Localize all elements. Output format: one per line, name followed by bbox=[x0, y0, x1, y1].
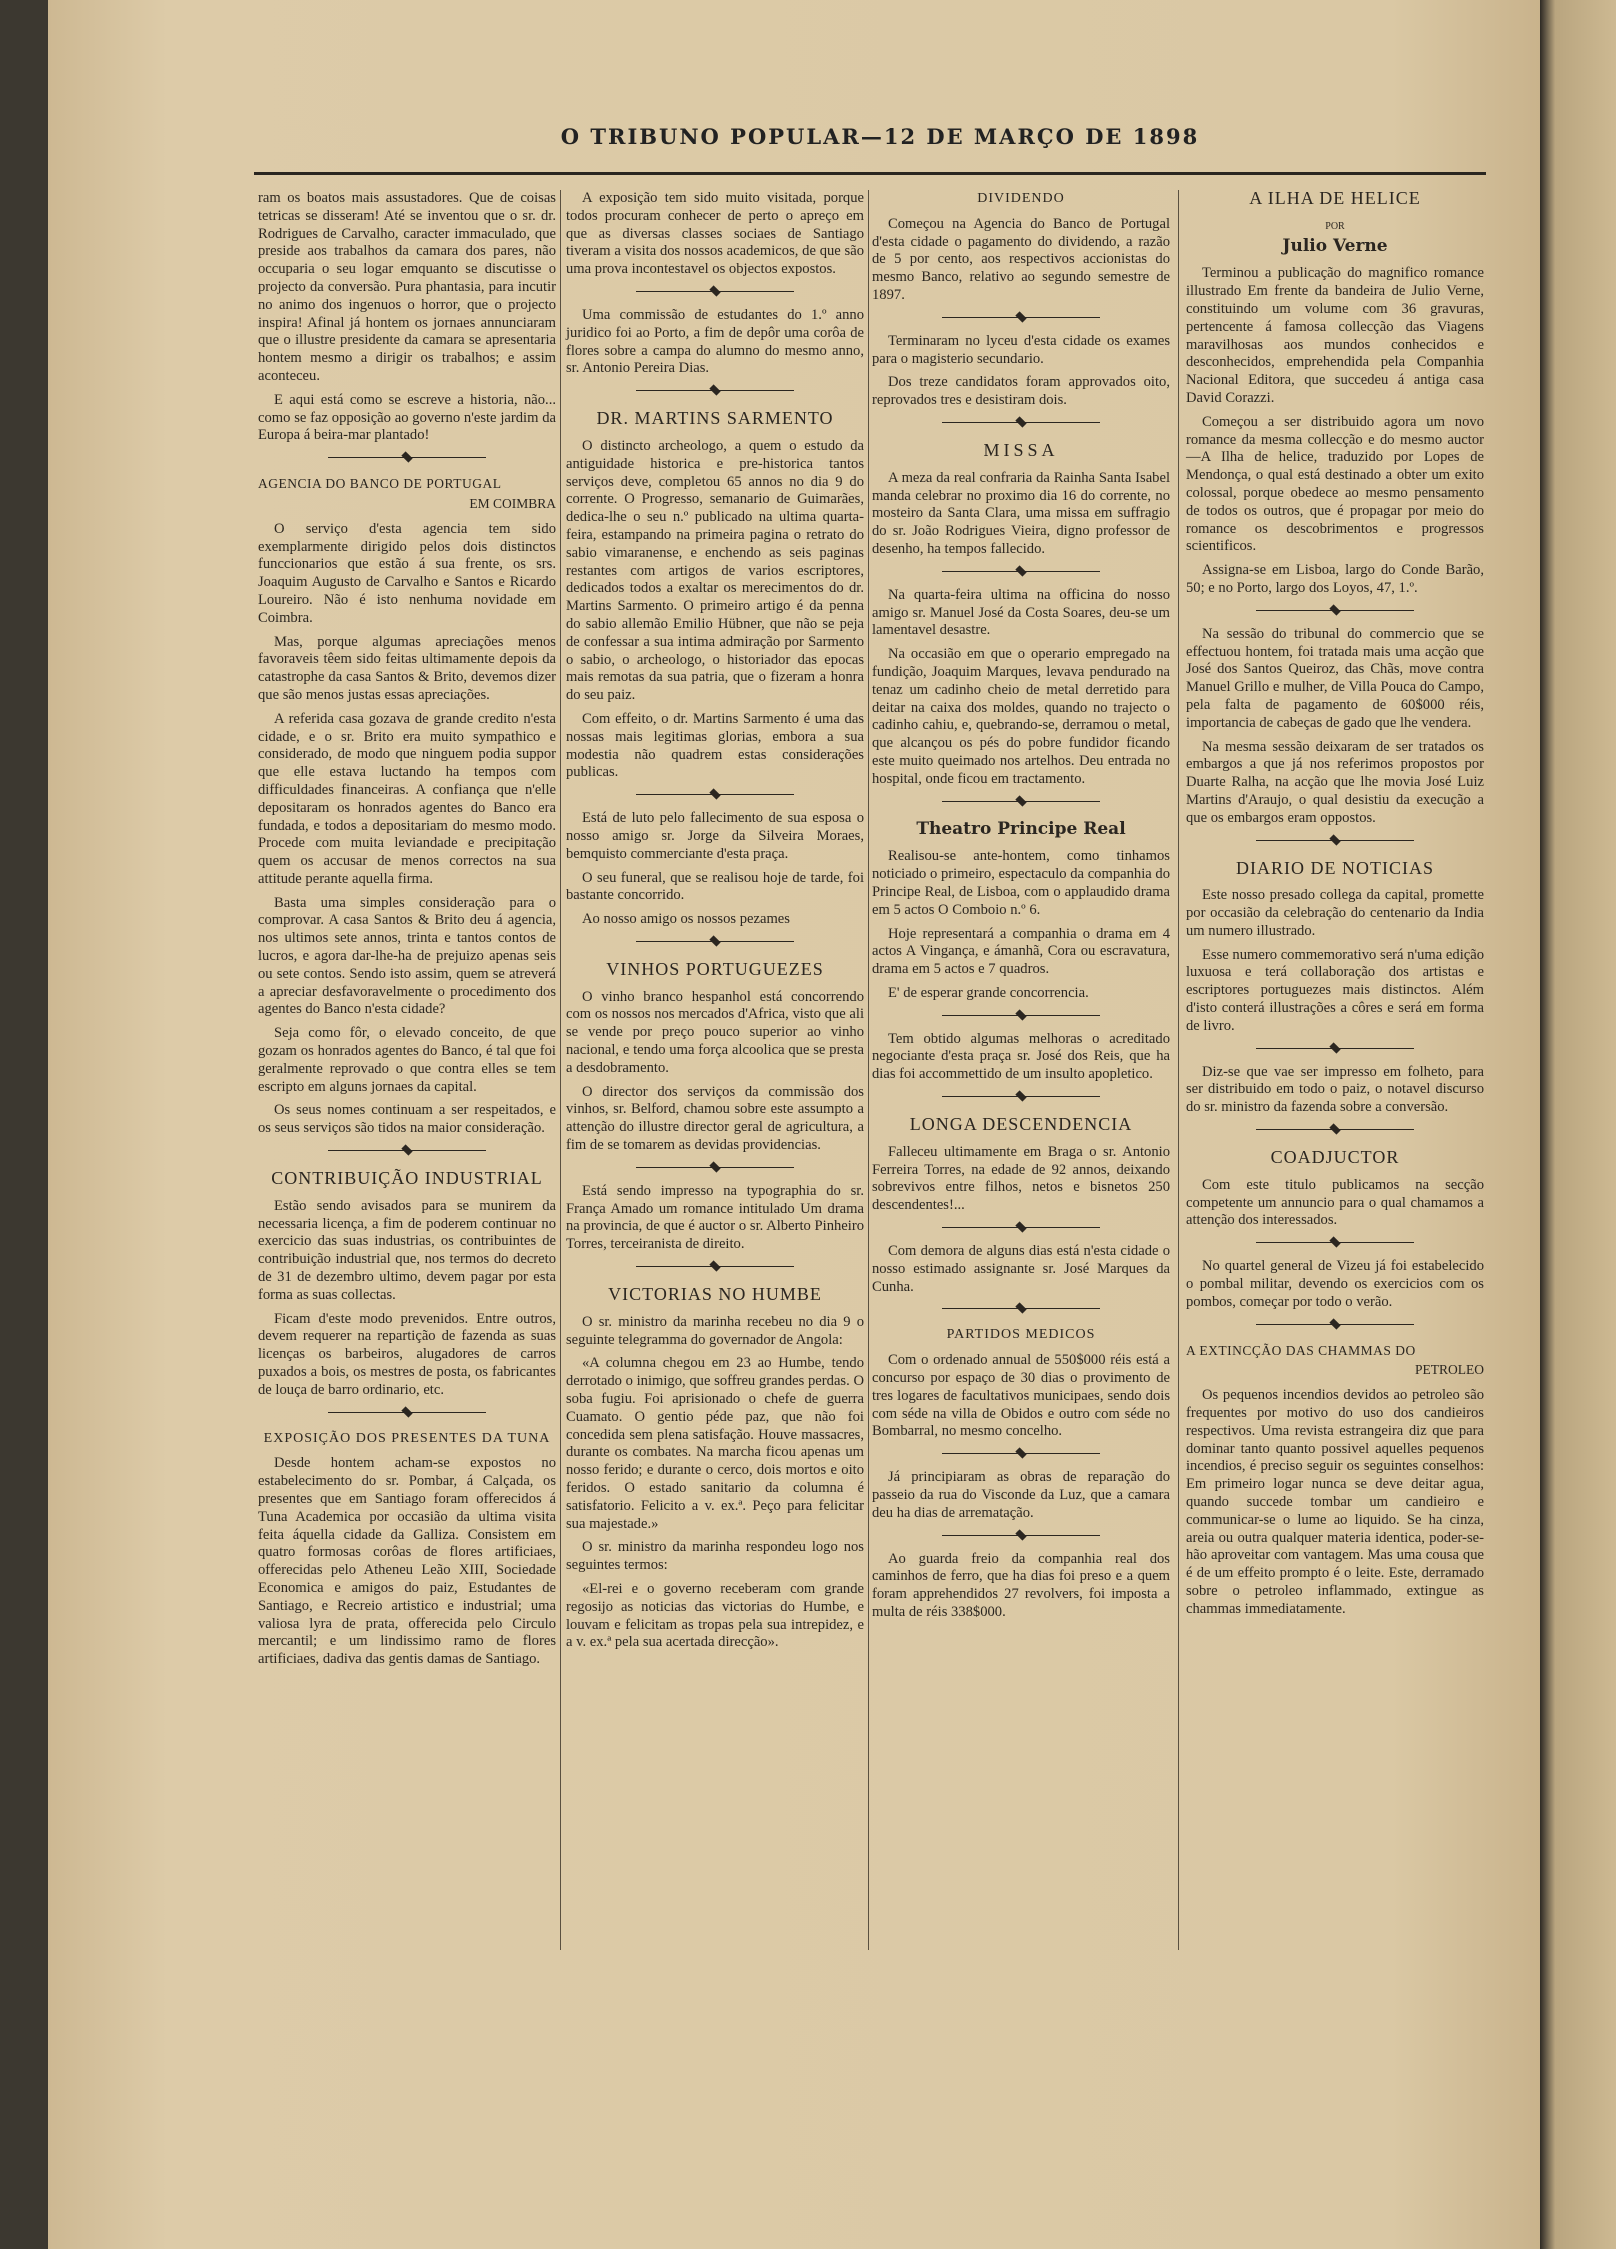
paragraph: Este nosso presado collega da capital, promette por occasião da celebração do centenario da India um numero illustrado. bbox=[1186, 887, 1484, 939]
paragraph: O seu funeral, que se realisou hoje de tarde, foi bastante concorrido. bbox=[566, 869, 864, 904]
separator bbox=[566, 384, 864, 398]
separator bbox=[872, 1090, 1170, 1104]
paragraph: O sr. ministro da marinha recebeu no dia 9 o seguinte telegramma do governador de Angola: bbox=[566, 1313, 864, 1348]
paragraph: O vinho branco hespanhol está concorrendo com os nossos nos mercados d'Africa, visto que ali se vende por preço pouco superior ao vinho nacional, e tendo uma força alcoolica que se presta a desdobramento. bbox=[566, 988, 864, 1076]
paragraph: O sr. ministro da marinha respondeu logo nos seguintes termos: bbox=[566, 1539, 864, 1574]
separator bbox=[872, 1447, 1170, 1461]
paragraph: Com o ordenado annual de 550$000 réis está a concurso por espaço de 30 dias o provimento de tres logares de facultativos municipaes, sendo dois com séde na villa de Obidos e outro com séde no Bombarral, no mesmo concelho. bbox=[872, 1352, 1170, 1440]
paragraph: A meza da real confraria da Rainha Santa Isabel manda celebrar no proximo dia 16 do corrente, no mosteiro da Santa Clara, uma missa em suffragio do sr. João Rodrigues Vieira, digno professor de desenho, ha tempos fallecido. bbox=[872, 469, 1170, 557]
headline-partidos: PARTIDOS MEDICOS bbox=[946, 1327, 1096, 1343]
paragraph: A referida casa gozava de grande credito n'esta cidade, e o sr. Brito era muito sympathico e considerado, de modo que ninguem podia suppor que elle estava luctando ha tempos com difficuldades financeiras. A confiança que n'elle depositaram os honrados agentes do Banco era fundada, e todos a depositariam do mesmo modo. Procede com muita leviandade e precipitação quem os accusar de menos correctos na sua attitude perante aquella firma. bbox=[258, 710, 556, 887]
paragraph: Na sessão do tribunal do commercio que se effectuou hontem, foi tratada mais uma acção que José dos Santos Queiroz, das Chãs, move contra Manuel Grillo e mulher, de Villa Pouca do Campo, pela falta de pagamento de 60$000 réis, importancia de cabeças de gado que lhe vendera. bbox=[1186, 625, 1484, 731]
separator bbox=[872, 565, 1170, 579]
column-4 bbox=[1186, 190, 1484, 1625]
column-3 bbox=[872, 190, 1170, 1628]
separator bbox=[1186, 1123, 1484, 1137]
paragraph: Uma commissão de estudantes do 1.º anno juridico foi ao Porto, a fim de depôr uma corôa de flores sobre a campa do alumno do mesmo anno, sr. Antonio Pereira Dias. bbox=[566, 306, 864, 377]
paragraph: Começou a ser distribuido agora um novo romance da mesma collecção e do mesmo auctor—A Ilha de helice, traduzido por Lopes de Mendonça, o qual está destinado a obter um exito colossal, porque obedece ao mesmo pensamento de todos os outros, que é propagar por meio do romance os descobrimentos e progressos scientificos. bbox=[1186, 413, 1484, 555]
paragraph: Hoje representará a companhia o drama em 4 actos A Vingança, e ámanhã, Cora ou escravatura, drama em 5 actos e 7 quadros. bbox=[872, 925, 1170, 978]
paragraph: Está sendo impresso na typographia do sr. França Amado um romance intitulado Um drama na provincia, de que é auctor o sr. Alberto Pinheiro Torres, terceiranista de direito. bbox=[566, 1182, 864, 1253]
paragraph: «A columna chegou em 23 ao Humbe, tendo derrotado o inimigo, que soffreu grandes perdas. O soba fugiu. Foi aprisionado o chefe de guerra Cuamato. O gentio péde paz, que não foi concedida sem plena satisfação. Houve massacres, durante os combates. Na marcha ficou apenas um nosso ferido; e durante o cerco, dois mortos e oito feridos. O estado sanitario da columna é satisfatorio. Felicito a v. ex.ª. Peço para felicitar sua majestade.» bbox=[566, 1355, 864, 1532]
paragraph: Está de luto pelo fallecimento de sua esposa o nosso amigo sr. Jorge da Silveira Moraes, bemquisto commerciante d'esta praça. bbox=[566, 810, 864, 862]
paragraph: Ao nosso amigo os nossos pezames bbox=[582, 911, 790, 928]
paragraph: Terminaram no lyceu d'esta cidade os exames para o magisterio secundario. bbox=[872, 332, 1170, 367]
paragraph: Terminou a publicação do magnifico romance illustrado Em frente da bandeira de Julio Verne, constituindo um volume com 36 gravuras, pertencente á famosa collecção das Viagens maravilhosas aos mundos conhecidos e desconhecidos, emprehendida pela Companhia Nacional Editora, que succedeu á antiga casa David Corazzi. bbox=[1186, 265, 1484, 406]
paragraph: ram os boatos mais assustadores. Que de coisas tetricas se disseram! Até se inventou que o sr. dr. Rodrigues de Carvalho, caracter immaculado, que preside aos trabalhos da camara dos pares, não occuparia o seu logar emquanto se discutisse o projecto da conversão. Pura phantasia, para incutir no animo dos ingenuos o horror, que o projecto inspira! Afinal já hontem os jornaes annunciaram que o illustre presidente da camara se apresentaria hontem mesmo a dirigir os trabalhos; e assim aconteceu. bbox=[258, 190, 556, 384]
paragraph: Tem obtido algumas melhoras o acreditado negociante d'esta praça sr. José dos Reis, que ha dias foi accommettido de um insulto apopletico. bbox=[872, 1030, 1170, 1083]
paragraph: Realisou-se ante-hontem, como tinhamos noticiado o primeiro, espectaculo da companhia do Principe Real, de Lisboa, com o applaudido drama em 5 actos O Comboio n.º 6. bbox=[872, 848, 1170, 918]
paragraph: Ao guarda freio da companhia real dos caminhos de ferro, que ha dias foi preso e a quem foram apprehendidos 27 revolvers, foi imposta a multa de réis 338$000. bbox=[872, 1550, 1170, 1621]
paragraph: Ficam d'este modo prevenidos. Entre outros, devem requerer na repartição de fazenda as suas licenças os barbeiros, alugadores de carros puxados a bois, os mestres de posta, os fabricantes de louça de barro ordinario, etc. bbox=[258, 1310, 556, 1398]
paragraph: Na mesma sessão deixaram de ser tratados os embargos a que já nos referimos propostos por Duarte Ralha, na acção que lhe movia José Luiz Martins d'Araujo, o qual desistiu da execução a que os embargos eram oppostos. bbox=[1186, 738, 1484, 826]
paragraph: Com effeito, o dr. Martins Sarmento é uma das nossas mais legitimas glorias, embora a sua modestia não quadrem estas considerações publicas. bbox=[566, 710, 864, 781]
separator bbox=[1186, 604, 1484, 618]
column-2 bbox=[566, 190, 864, 1658]
paragraph: Estão sendo avisados para se munirem da necessaria licença, a fim de poderem continuar no exercicio das suas industrias, os contribuintes de contribuição industrial que, nos termos do decreto de 31 de dezembro ultimo, devem pagar por esta forma as suas collectas. bbox=[258, 1197, 556, 1303]
headline-contribuicao: CONTRIBUIÇÃO INDUSTRIAL bbox=[271, 1168, 543, 1189]
headline-theatro: Theatro Principe Real bbox=[916, 818, 1126, 839]
paragraph: Assigna-se em Lisboa, largo do Conde Barão, 50; e no Porto, largo dos Loyos, 47, 1.º. bbox=[1186, 562, 1484, 596]
paragraph: Desde hontem acham-se expostos no estabelecimento do sr. Pombar, á Calçada, os presentes que em Santiago foram offerecidos á Tuna Academica por occasião da ultima visita feita áquella cidade da Galliza. Consistem em quatro formosas corôas de flores artificiaes, offerecidas pelo Atheneu Leão XIII, Sociedade Economica e amigos do paiz, Estudantes de Santiago, e Recreio artistico e industrial; uma valiosa lyra de prata, offerecida pelo Circulo mercantil; e um lindissimo ramo de flores artificiaes, dadiva das gentis damas de Santiago. bbox=[258, 1455, 556, 1668]
separator bbox=[566, 285, 864, 299]
paragraph: E aqui está como se escreve a historia, não... como se faz opposição ao governo n'este jardim da Europa á beira-mar plantado! bbox=[258, 391, 556, 444]
adjacent-page-edge bbox=[1540, 0, 1616, 2249]
separator bbox=[872, 416, 1170, 430]
headline-humbe: VICTORIAS NO HUMBE bbox=[608, 1284, 822, 1305]
separator bbox=[1186, 1042, 1484, 1056]
separator bbox=[566, 1260, 864, 1274]
paragraph: E' de esperar grande concorrencia. bbox=[888, 984, 1089, 1001]
paragraph: Esse numero commemorativo será n'uma edição luxuosa e terá collaboração dos artistas e escriptores portuguezes mais distinctos. Além d'isto conterá illustrações a côres e será em forma de livro. bbox=[1186, 946, 1484, 1034]
byline-author: Julio Verne bbox=[1282, 235, 1388, 256]
headline-vinhos: VINHOS PORTUGUEZES bbox=[606, 958, 824, 979]
paragraph: Com demora de alguns dias está n'esta cidade o nosso estimado assignante sr. José Marques da Cunha. bbox=[872, 1243, 1170, 1295]
headline-ilha: A ILHA DE HELICE bbox=[1249, 188, 1421, 208]
separator bbox=[872, 1009, 1170, 1023]
headline-missa: MISSA bbox=[983, 439, 1059, 460]
paragraph: A exposição tem sido muito visitada, porque todos procuram conhecer de perto o apreço em que as diversas classes sociaes de Santiago tiveram a visita dos nossos academicos, de que são uma prova incontestavel os objectos expostos. bbox=[566, 190, 864, 278]
separator bbox=[1186, 1236, 1484, 1250]
page-header: O TRIBUNO POPULAR—12 DE MARÇO DE 1898 bbox=[560, 124, 1200, 149]
byline-por: POR bbox=[1325, 220, 1345, 232]
paragraph: Com este titulo publicamos na secção competente um annuncio para o qual chamamos a attenção dos interessados. bbox=[1186, 1176, 1484, 1229]
paragraph: O director dos serviços da commissão dos vinhos, sr. Belford, chamou sobre este assumpto a attenção do illustre director geral de agricultura, a fim de se tomarem as devidas providencias. bbox=[566, 1083, 864, 1154]
separator bbox=[872, 1221, 1170, 1235]
paragraph: O serviço d'esta agencia tem sido exemplarmente dirigido pelos dois distinctos funccionarios que estão á sua frente, os srs. Joaquim Augusto de Carvalho e Santos e Ricardo Loureiro. Não é isto nenhuma novidade em Coimbra. bbox=[258, 520, 556, 626]
header-rule bbox=[254, 172, 1486, 175]
column-divider bbox=[1178, 190, 1179, 1950]
headline-extincao-2: PETROLEO bbox=[1415, 1362, 1484, 1378]
separator bbox=[1186, 1318, 1484, 1332]
separator bbox=[872, 311, 1170, 325]
paragraph: Os pequenos incendios devidos ao petroleo são frequentes por motivo do uso dos candieiros respectivos. Uma revista estrangeira diz que para dominar tanto quanto possivel aquelles pequenos incendios, é preciso seguir os seguintes conselhos: Em primeiro logar nunca se deve deitar agua, quando succede tombar um candieiro e communicar-se o lume ao liquido. Se ha cinza, areia ou outra qualquer materia identica, poder-se-hão aproveitar com vantagem. Mas uma cousa que é de um effeito prompto é o leite. Este, derramado sobre o petroleo inflammado, extingue as chammas immediatamente. bbox=[1186, 1387, 1484, 1617]
headline-dividendo: DIVIDENDO bbox=[977, 191, 1065, 206]
separator bbox=[566, 1161, 864, 1175]
paragraph: Dos treze candidatos foram approvados oito, reprovados tres e desistiram dois. bbox=[872, 374, 1170, 409]
paragraph: Mas, porque algumas apreciações menos favoraveis têem sido feitas ultimamente depois da catastrophe da casa Santos & Brito, devemos dizer que são menos justas essas apreciações. bbox=[258, 633, 556, 703]
headline-agencia-place: EM COIMBRA bbox=[469, 495, 556, 511]
separator bbox=[566, 788, 864, 802]
paragraph: Já principiaram as obras de reparação do passeio da rua do Visconde da Luz, que a camara deu ha dias de arrematação. bbox=[872, 1469, 1170, 1521]
separator bbox=[258, 1144, 556, 1158]
paragraph: No quartel general de Vizeu já foi estabelecido o pombal militar, devendo os exercicios com os pombos, começar por todo o verão. bbox=[1186, 1258, 1484, 1310]
headline-exposicao: EXPOSIÇÃO DOS PRESENTES DA TUNA bbox=[263, 1430, 551, 1446]
column-1 bbox=[258, 190, 556, 1675]
headline-diario: DIARIO DE NOTICIAS bbox=[1236, 857, 1434, 878]
paragraph: Na occasião em que o operario empregado na fundição, Joaquim Marques, levava pendurado na tenaz um cadinho cheio de metal derretido para deitar na caixa dos moldes, quando no trajecto o cadinho cahiu, e, quebrando-se, derramou o metal, que alcançou os pés do pobre fundidor ficando este muito queimado nos artelhos. Deu entrada no hospital, onde ficou em tractamento. bbox=[872, 646, 1170, 787]
paragraph: Falleceu ultimamente em Braga o sr. Antonio Ferreira Torres, na edade de 92 annos, deixando sobrevivos entre filhos, netos e bisnetos 250 descendentes!... bbox=[872, 1143, 1170, 1214]
separator bbox=[872, 795, 1170, 809]
separator bbox=[566, 935, 864, 949]
separator bbox=[258, 1406, 556, 1420]
paragraph: Diz-se que vae ser impresso em folheto, para ser distribuido em todo o paiz, o notavel discurso do sr. ministro da fazenda sobre a conversão. bbox=[1186, 1063, 1484, 1116]
separator bbox=[258, 451, 556, 465]
paragraph: Seja como fôr, o elevado conceito, de que gozam os honrados agentes do Banco, é tal que foi geralmente reprovado o que contra elles se tem escripto em alguns jornaes da capital. bbox=[258, 1025, 556, 1095]
paragraph: Basta uma simples consideração para o comprovar. A casa Santos & Brito deu á agencia, nos ultimos sete annos, trinta e tantos contos de lucros, e agora dar-lhe-ha de prejuizo apenas seis ou sete contos. Sendo isto assim, quem se atreverá a apreciar desfavoravelmente o procedimento dos agentes do Banco n'esta cidade? bbox=[258, 894, 556, 1018]
headline-agencia: AGENCIA DO BANCO DE PORTUGAL bbox=[258, 476, 502, 492]
headline-sarmento: DR. MARTINS SARMENTO bbox=[596, 408, 834, 429]
paragraph: Começou na Agencia do Banco de Portugal d'esta cidade o pagamento do dividendo, a razão de 5 por cento, aos respectivos accionistas do mesmo Banco, relativo ao segundo semestre de 1897. bbox=[872, 215, 1170, 303]
paragraph: Na quarta-feira ultima na officina do nosso amigo sr. Manuel José da Costa Soares, deu-se um lamentavel desastre. bbox=[872, 586, 1170, 639]
separator bbox=[1186, 834, 1484, 848]
headline-longa: LONGA DESCENDENCIA bbox=[909, 1114, 1133, 1135]
column-divider bbox=[868, 190, 869, 1950]
separator bbox=[872, 1529, 1170, 1543]
headline-coadjuctor: COADJUCTOR bbox=[1270, 1147, 1400, 1168]
paragraph: O distincto archeologo, a quem o estudo da antiguidade historica e pre-historica tantos serviços deve, completou 65 annos no dia 9 do corrente. O Progresso, semanario de Guimarães, dedica-lhe o seu n.º publicado na ultima quarta-feira, estampando na primeira pagina o retrato do sabio vimaranense, e enchendo as seis paginas restantes com artigos de varios escriptores, dedicados todos a exaltar os merecimentos do dr. Martins Sarmento. O primeiro artigo é da penna do sabio allemão Emilio Hübner, que não se peja de confessar a sua intima admiração por Sarmento o sabio, o archeologo, o historiador das epocas mais remotas da sua patria, que o fizeram a honra do seu paiz. bbox=[566, 437, 864, 704]
paragraph: Os seus nomes continuam a ser respeitados, e os seus serviços são tidos na maior consideração. bbox=[258, 1102, 556, 1137]
separator bbox=[872, 1302, 1170, 1316]
column-divider bbox=[560, 190, 561, 1950]
paragraph: «El-rei e o governo receberam com grande regosijo as noticias das victorias do Humbe, e louvam e felicitam as tropas pela sua intrepidez, e a v. ex.ª pela sua acertada direcção». bbox=[566, 1581, 864, 1651]
headline-extincao: A EXTINCÇÃO DAS CHAMMAS DO bbox=[1186, 1342, 1416, 1358]
